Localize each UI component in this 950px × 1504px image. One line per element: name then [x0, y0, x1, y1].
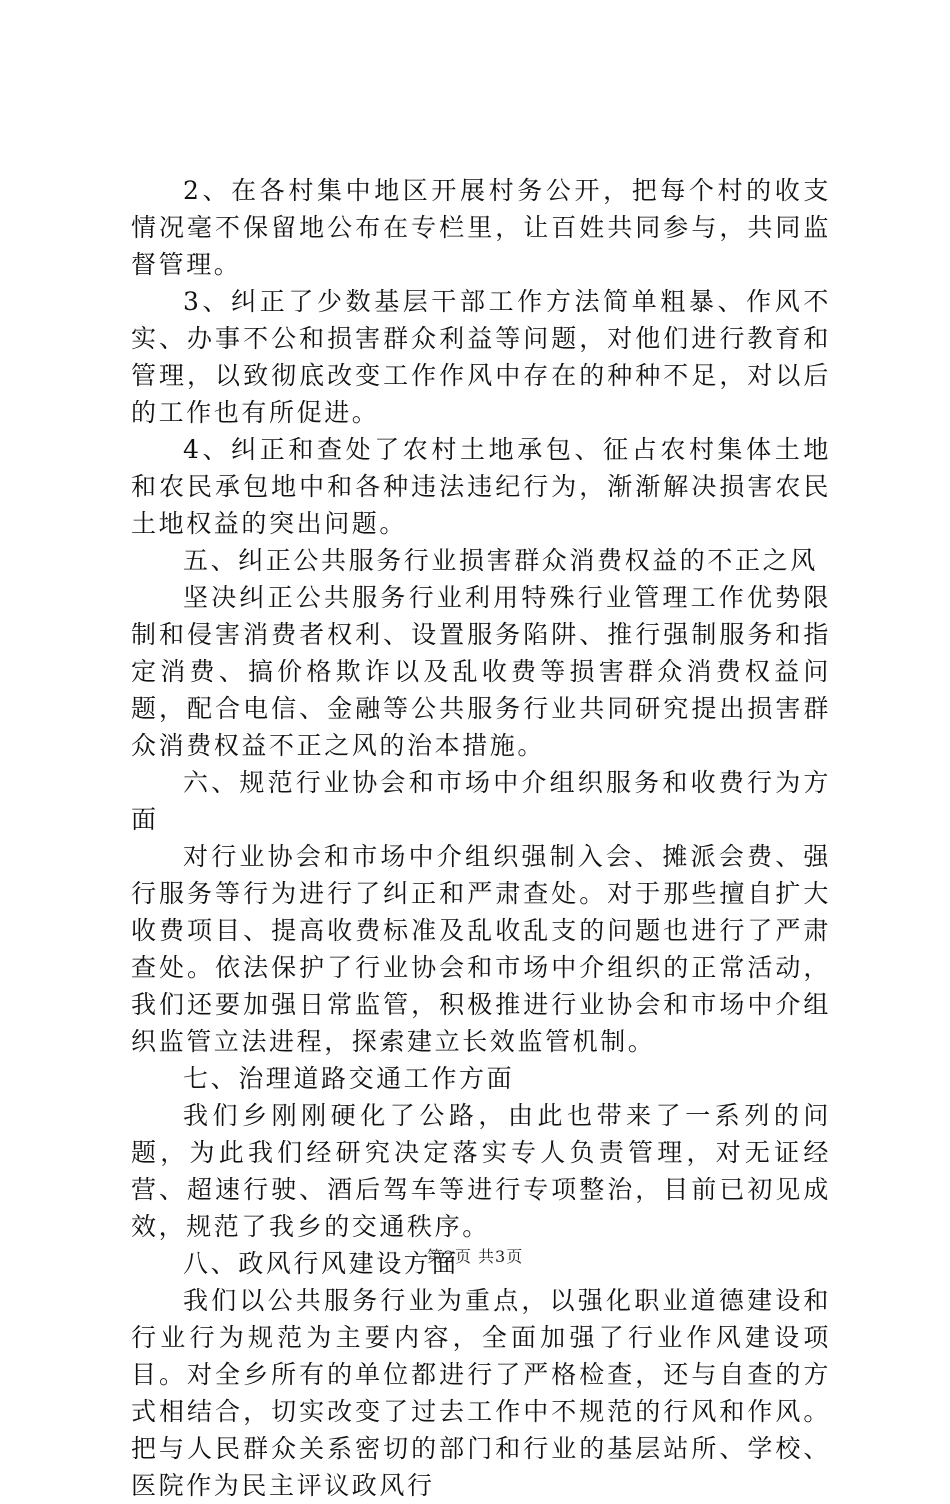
paragraph-item-4: 4、纠正和查处了农村土地承包、征占农村集体土地和农民承包地中和各种违法违纪行为，渐渐解决损害农民土地权益的突出问题。 — [131, 435, 831, 538]
paragraph-section-6: 对行业协会和市场中介组织强制入会、摊派会费、强行服务等行为进行了纠正和严肃查处。对于那些擅自扩大收费项目、提高收费标准及乱收乱支的问题也进行了严肃查处。依法保护了行业协会和市场中介组织的正常活动，我们还要加强日常监管，积极推进行业协会和市场中介组织监管立法进程，探索建立长效监管机制。 — [131, 842, 831, 1056]
paragraph-section-8: 我们以公共服务行业为重点，以强化职业道德建设和行业行为规范为主要内容，全面加强了行业作风建设项目。对全乡所有的单位都进行了严格检查，还与自查的方式相结合，切实改变了过去工作中不规范的行风和作风。把与人民群众关系密切的部门和行业的基层站所、学校、医院作为民主评议政风行 — [131, 1286, 831, 1500]
section-heading-8: 八、政风行风建设方面 — [183, 1249, 460, 1278]
paragraph-item-2: 2、在各村集中地区开展村务公开，把每个村的收支情况毫不保留地公布在专栏里，让百姓共同参与，共同监督管理。 — [131, 176, 831, 279]
section-heading-6: 六、规范行业协会和市场中介组织服务和收费行为方面 — [131, 768, 831, 834]
section-heading-7: 七、治理道路交通工作方面 — [183, 1064, 515, 1093]
section-heading-5: 五、纠正公共服务行业损害群众消费权益的不正之风 — [183, 546, 818, 575]
document-body — [131, 172, 831, 1504]
paragraph-section-7: 我们乡刚刚硬化了公路，由此也带来了一系列的问题，为此我们经研究决定落实专人负责管理，对无证经营、超速行驶、酒后驾车等进行专项整治，目前已初见成效，规范了我乡的交通秩序。 — [131, 1101, 831, 1241]
page-number-footer: 第2页 共3页 — [426, 1247, 524, 1266]
paragraph-section-5: 坚决纠正公共服务行业利用特殊行业管理工作优势限制和侵害消费者权利、设置服务陷阱、推行强制服务和指定消费、搞价格欺诈以及乱收费等损害群众消费权益问题，配合电信、金融等公共服务行业共同研究提出损害群众消费权益不正之风的治本措施。 — [131, 583, 831, 760]
paragraph-item-3: 3、纠正了少数基层干部工作方法简单粗暴、作风不实、办事不公和损害群众利益等问题，对他们进行教育和管理，以致彻底改变工作作风中存在的种种不足，对以后的工作也有所促进。 — [131, 287, 831, 427]
